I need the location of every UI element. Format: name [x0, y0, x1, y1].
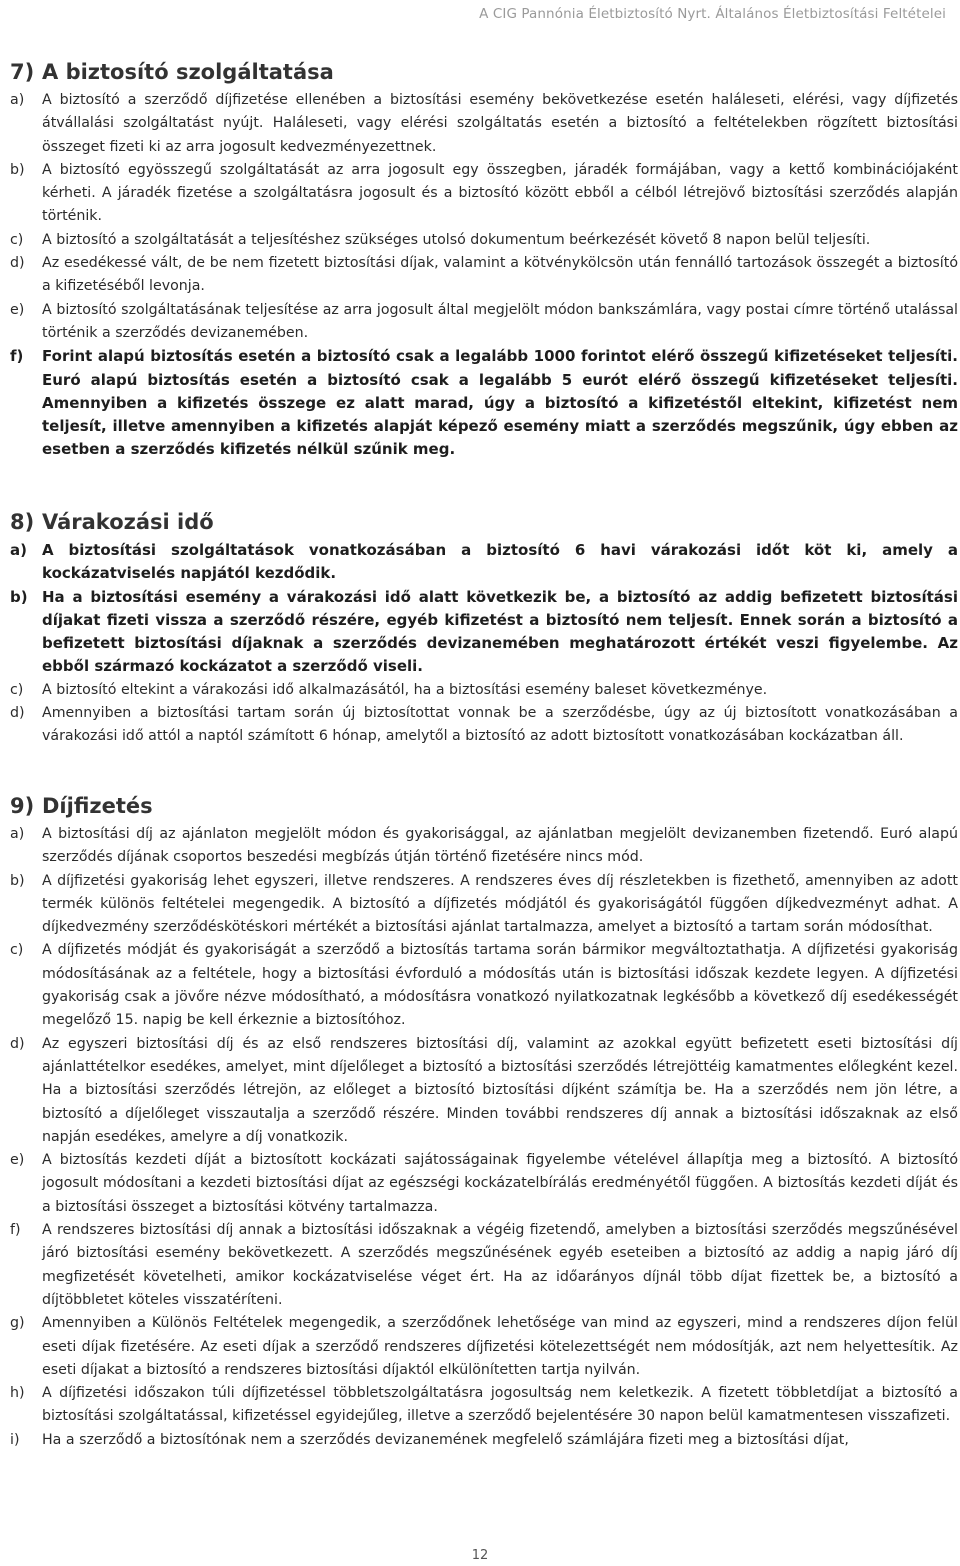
list-item — [10, 1429, 958, 1452]
list-item — [10, 299, 958, 346]
item-text: A rendszeres biztosítási díj annak a biztosítási időszaknak a végéig fizetendő, amelyben a biztosítási szerződés megszűnésével járó biztosítási esemény bekövetkezett. A szerződés megszűnésének egyéb eseteiben a biztosító az addig a napig járó díj megfizetését követelheti, amikor kockázatviselése véget ért. Ha az időarányos díjnál több díjat fizettek be, a biztosító a díjtöbbletet köteles visszatéríteni. — [42, 1222, 958, 1308]
item-text: Az esedékessé vált, de be nem fizetett biztosítási díjak, valamint a kötvénykölcsön után fennálló tartozások összegét a biztosító a kifizetéséből levonja. — [42, 255, 958, 295]
section-heading: Díjfizetés — [42, 794, 153, 818]
section-title — [10, 792, 958, 820]
item-label: g) — [10, 1315, 25, 1332]
item-label: c) — [10, 942, 24, 959]
item-label: i) — [10, 1431, 20, 1448]
item-label: c) — [10, 231, 24, 248]
item-label: d) — [10, 1035, 25, 1052]
section-7 — [10, 58, 958, 462]
item-label: b) — [10, 161, 25, 178]
list-item — [10, 1382, 958, 1429]
item-text: A biztosítási szolgáltatások vonatkozásában a biztosító 6 havi várakozási időt köt ki, amely a kockázatviselés napjától kezdődik. — [42, 541, 958, 583]
item-text: A díjfizetés módját és gyakoriságát a szerződő a biztosítás tartama során bármikor megváltoztathatja. A díjfizetési gyakoriság módosításának az a feltétele, hogy a biztosítási évforduló a módosítás után is biztosítási időszak kezdete legyen. A díjfizetési gyakoriság csak a jövőre nézve módosítható, a módosításra vonatkozó nyilatkozatnak legkésőbb a következő díj esedékességét megelőző 15. napig be kell érkeznie a biztosítóhoz. — [42, 942, 958, 1029]
section-title — [10, 58, 958, 86]
list-item — [10, 586, 958, 679]
list-item — [10, 252, 958, 299]
item-label: a) — [10, 92, 25, 108]
item-text: A biztosítási díj az ajánlaton megjelölt módon és gyakorisággal, az ajánlatban megjelölt devizanemben fizetendő. Euró alapú szerződés díjának csoportos beszedési megbízás útján történő fizetésére nincs mód. — [42, 826, 958, 866]
item-text: A díjfizetési gyakoriság lehet egyszeri, illetve rendszeres. A rendszeres éves díj részletekben is fizethető, amennyiben az adott termék különös feltételei megengedik. A biztosító a díjfizetés módjától és gyakoriságától függően díjkedvezményt adhat. A díjkedvezmény szerződéskötéskori mértékét a biztosítási ajánlat tartalmazza, amelyet a biztosító a tartam során módosíthat. — [42, 872, 958, 936]
section-8 — [10, 508, 958, 749]
item-text: A biztosítás kezdeti díját a biztosított kockázati sajátosságainak figyelembe vételével állapítja meg a biztosító. A biztosító jogosult módosítani a kezdeti biztosítási díjat az egészségi kockázatelbírálás eredményétől függően. A biztosítás kezdeti díját és a biztosítási összeget a biztosítási kötvény tartalmazza. — [42, 1152, 958, 1215]
item-label: e) — [10, 301, 25, 318]
list-item — [10, 159, 958, 229]
list-item — [10, 1219, 958, 1312]
item-label: f) — [10, 347, 24, 366]
item-text: Az egyszeri biztosítási díj és az első rendszeres biztosítási díj, valamint az azokkal együtt befizetett eseti biztosítási díj ajánlattételkor esedékes, amelyet, mint díjelőleget a biztosító a biztosítási szerződés létrejöttéig kamatmentes előlegként kezel. Ha a biztosítási szerződés létrejön, az előleget a biztosító biztosítási díjként számítja be. Ha a szerződés nem jön létre, a biztosító a díjelőleget visszautalja a szerződő részére. Minden további rendszeres díj annak a biztosítási időszaknak az első napján esedékes, amelyre a díj vonatkozik. — [42, 1035, 958, 1145]
list-item — [10, 539, 958, 586]
item-text: A biztosító a szolgáltatását a teljesítéshez szükséges utolsó dokumentum beérkezését követő 8 napon belül teljesíti. — [42, 231, 871, 248]
item-label: b) — [10, 872, 25, 889]
section-9 — [10, 792, 958, 1452]
item-text: Forint alapú biztosítás esetén a biztosító csak a legalább 1000 forintot elérő összegű kifizetéseket teljesíti. Euró alapú biztosítás esetén a biztosító csak a legalább 5 eurót elérő összegű kifizetéseket teljesíti. Amennyiben a kifizetés összege ez alatt marad, úgy a biztosító a kifizetéstől eltekint, kifizetést nem teljesít, illetve amennyiben a kifizetés alapját képező esemény miatt a szerződés megszűnik, úgy ebben az esetben a szerződés kifizetés nélkül szűnik meg. — [42, 347, 958, 459]
section-title — [10, 508, 958, 536]
list-item — [10, 939, 958, 1032]
list-item — [10, 1033, 958, 1149]
item-text: Amennyiben a biztosítási tartam során új biztosítottat vonnak be a szerződésbe, úgy az új biztosított vonatkozásában a várakozási idő attól a naptól számított 6 hónap, amelytől a biztosító az adott biztosított vonatkozásában kockázatban áll. — [42, 705, 958, 745]
item-label: f) — [10, 1222, 21, 1239]
list-item — [10, 89, 958, 159]
running-header: A CIG Pannónia Életbiztosító Nyrt. Általános Életbiztosítási Feltételei — [479, 6, 946, 22]
item-text: A biztosító a szerződő díjfizetése ellenében a biztosítási esemény bekövetkezése esetén haláleseti, elérési, vagy díjfizetés átvállalási szolgáltatást nyújt. Haláleseti, vagy elérési szolgáltatás esetén a biztosító a feltételekben rögzített biztosítási összeget fizeti ki az arra jogosult kedvezményezettnek. — [42, 92, 958, 155]
section-number: 8) — [10, 510, 35, 534]
item-label: b) — [10, 587, 28, 606]
item-label: h) — [10, 1385, 25, 1402]
list-item — [10, 702, 958, 749]
section-heading: A biztosító szolgáltatása — [42, 60, 334, 84]
list-item — [10, 679, 958, 702]
list-item — [10, 870, 958, 940]
item-text: A biztosító szolgáltatásának teljesítése az arra jogosult által megjelölt módon bankszámlára, vagy postai címre történő utalással történik a szerződés devizanemében. — [42, 301, 958, 341]
list-item — [10, 823, 958, 870]
item-text: A díjfizetési időszakon túli díjfizetéssel többletszolgáltatásra jogosultság nem keletkezik. A fizetett többletdíjat a biztosító a biztosítási szolgáltatással, kifizetéssel egyidejűleg, illetve a szerződő bejelentésére 30 napon belül kamatmentesen visszafizeti. — [42, 1385, 958, 1425]
list-item — [10, 1312, 958, 1382]
item-label: d) — [10, 255, 25, 272]
page-number: 12 — [471, 1548, 489, 1563]
list-item — [10, 345, 958, 461]
item-label: c) — [10, 681, 24, 698]
section-number: 9) — [10, 794, 35, 818]
item-label: a) — [10, 826, 25, 842]
item-text: Ha a szerződő a biztosítónak nem a szerződés devizanemének megfelelő számlájára fizeti meg a biztosítási díjat, — [42, 1431, 849, 1448]
item-text: Ha a biztosítási esemény a várakozási idő alatt következik be, a biztosító az addig befizetett biztosítási díjakat fizeti vissza a szerződő részére, egyéb kifizetést a biztosító nem teljesít. Ennek során a biztosító a befizetett biztosítási díjaknak a szerződés devizanemében meghatározott értékét veszi figyelembe. Az ebből származó kockázatot a szerződő viseli. — [42, 587, 958, 676]
item-label: d) — [10, 705, 25, 722]
item-text: A biztosító eltekint a várakozási idő alkalmazásától, ha a biztosítási esemény baleset következménye. — [42, 681, 768, 698]
section-heading: Várakozási idő — [42, 510, 214, 534]
item-text: Amennyiben a Különös Feltételek megengedik, a szerződőnek lehetősége van mind az egyszeri, mind a rendszeres díjon felül eseti díjak fizetésére. Az eseti díjak a szerződő rendszeres díjfizetési kötelezettségét nem módosítják, azt nem helyettesítik. Az eseti díjakat a biztosító a rendszeres biztosítási díjaktól elkülönítetten tartja nyilván. — [42, 1315, 958, 1378]
section-number: 7) — [10, 60, 35, 84]
item-text: A biztosító egyösszegű szolgáltatását az arra jogosult egy összegben, járadék formájában, vagy a kettő kombinációjaként kérheti. A járadék fizetése a szolgáltatásra jogosult és a biztosító között ebből a célból létrejövő biztosítási szerződés alapján történik. — [42, 161, 958, 225]
item-label: e) — [10, 1152, 25, 1169]
list-item — [10, 1149, 958, 1219]
item-label: a) — [10, 541, 27, 559]
list-item — [10, 229, 958, 252]
